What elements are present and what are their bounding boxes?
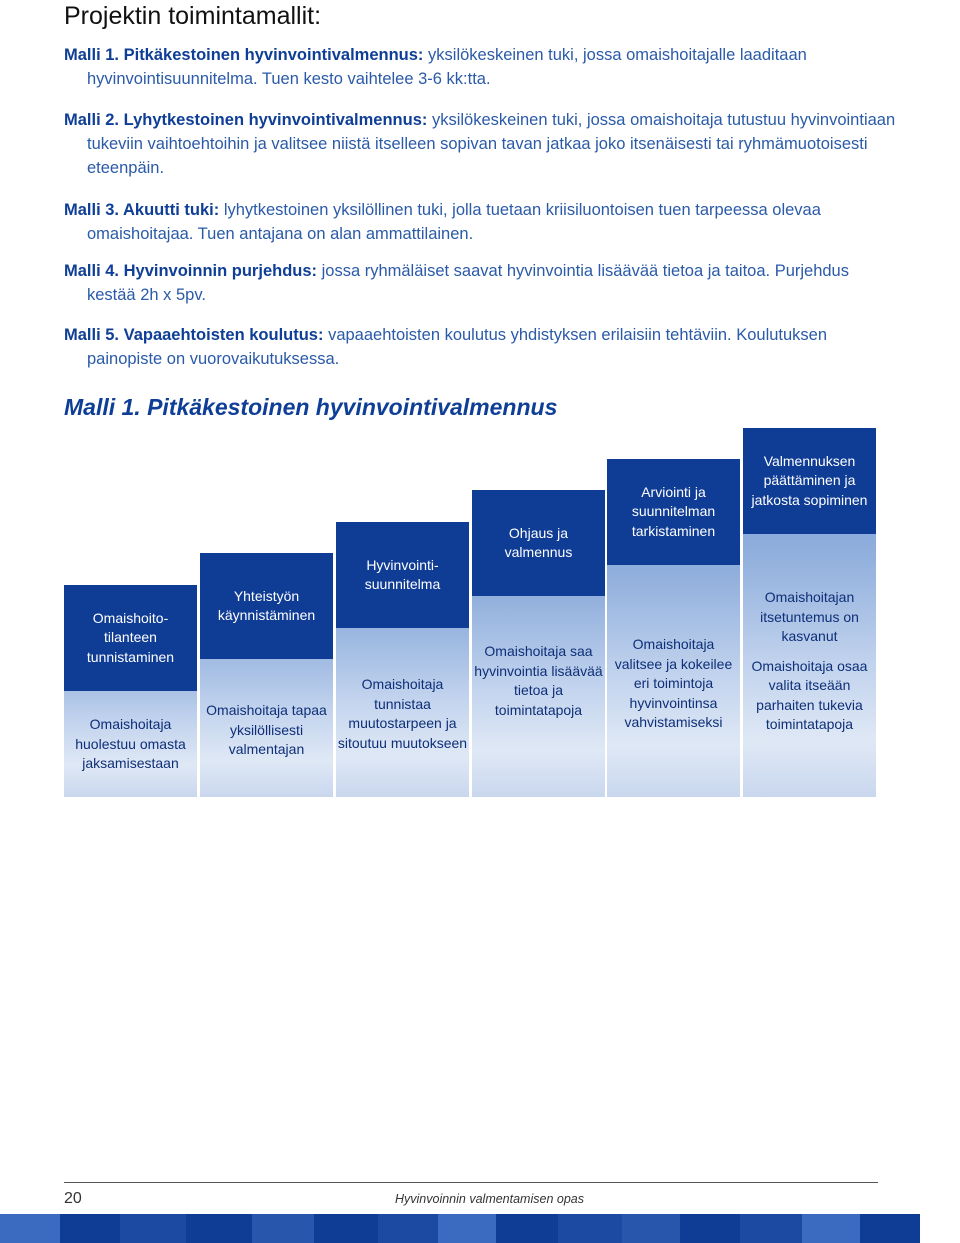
step-4-heading: Ohjaus ja valmennus [472, 490, 605, 596]
model-2-text: yksilökeskeinen tuki, jossa omaishoitaja tutustuu hyvinvointiaan tukeviin vaihtoehtoihin ja valitsee niistä itselleen sopivan tavan jatkaa joko itsenäisesti tai ryhmämuotoisesti eteenpäin. [87, 111, 896, 177]
diagram-step-3 [336, 522, 469, 797]
diagram-step-1 [64, 585, 197, 797]
model-4 [64, 259, 899, 307]
step-5-body-text: Omaishoitaja valitsee ja kokeilee eri toimintoja hyvinvointinsa vahvistamiseksi [614, 636, 733, 730]
step-1-heading: Omaishoito-tilanteen tunnistaminen [64, 585, 197, 691]
step-5-body [607, 635, 740, 741]
page-number: 20 [64, 1190, 82, 1207]
step-1-body-text: Omaishoitaja huolestuu omasta jaksamisestaan [75, 716, 186, 771]
step-6-heading: Valmennuksen päättäminen ja jatkosta sopiminen [743, 428, 876, 534]
diagram-title: Malli 1. Pitkäkestoinen hyvinvointivalmennus [64, 394, 558, 420]
step-3-heading: Hyvinvointi-suunnitelma [336, 522, 469, 628]
model-1-text: yksilökeskeinen tuki, jossa omaishoitajalle laaditaan hyvinvointisuunnitelma. Tuen kesto vaihtelee 3-6 kk:tta. [87, 46, 807, 88]
diagram-step-5 [607, 459, 740, 797]
decorative-bottom-bar [0, 1214, 960, 1243]
footer-divider [64, 1182, 878, 1183]
diagram-step-6 [743, 428, 876, 797]
step-6-body [743, 588, 876, 743]
model-1-label: Malli 1. Pitkäkestoinen hyvinvointivalmennus: [64, 46, 424, 64]
publication-title: Hyvinvoinnin valmentamisen opas [395, 1192, 584, 1206]
model-5 [64, 323, 899, 371]
step-4-body [472, 642, 605, 728]
step-6-body-text-1: Omaishoitajan itsetuntemus on kasvanut [760, 589, 859, 644]
model-3-text: lyhytkestoinen yksilöllinen tuki, jolla tuetaan kriisiluontoisen tuen tarpeessa olevaa omaishoitajaa. Tuen antajana on alan ammattilainen. [87, 201, 821, 243]
step-1-body [64, 715, 197, 782]
step-3-body-text: Omaishoitaja tunnistaa muutostarpeen ja sitoutuu muutokseen [337, 676, 468, 751]
step-5-heading: Arviointi ja suunnitelman tarkistaminen [607, 459, 740, 565]
step-2-heading: Yhteistyön käynnistäminen [200, 553, 333, 659]
step-2-body-text: Omaishoitaja tapaa yksilöllisesti valmentajan [206, 702, 327, 757]
model-2-label: Malli 2. Lyhytkestoinen hyvinvointivalmennus: [64, 111, 428, 129]
step-2-body [200, 701, 333, 768]
model-3 [64, 198, 899, 246]
model-1 [64, 43, 899, 91]
page-title: Projektin toimintamallit: [64, 2, 322, 30]
model-5-text: vapaaehtoisten koulutus yhdistyksen erilaisiin tehtäviin. Koulutuksen painopiste on vuorovaikutuksessa. [87, 326, 828, 368]
step-6-body-text-2: Omaishoitaja osaa valita itseään parhaiten tukevia toimintatapoja [751, 657, 868, 732]
step-4-body-text: Omaishoitaja saa hyvinvointia lisäävää tietoa ja toimintatapoja [474, 643, 603, 718]
model-5-label: Malli 5. Vapaaehtoisten koulutus: [64, 326, 324, 344]
model-4-text: jossa ryhmäläiset saavat hyvinvointia lisäävää tietoa ja taitoa. Purjehdus kestää 2h x 5pv. [87, 262, 849, 304]
diagram-step-4 [472, 490, 605, 797]
model-3-label: Malli 3. Akuutti tuki: [64, 201, 220, 219]
model-4-label: Malli 4. Hyvinvoinnin purjehdus: [64, 262, 318, 280]
step-3-body [336, 675, 469, 761]
model-2 [64, 108, 899, 180]
diagram-step-2 [200, 553, 333, 797]
